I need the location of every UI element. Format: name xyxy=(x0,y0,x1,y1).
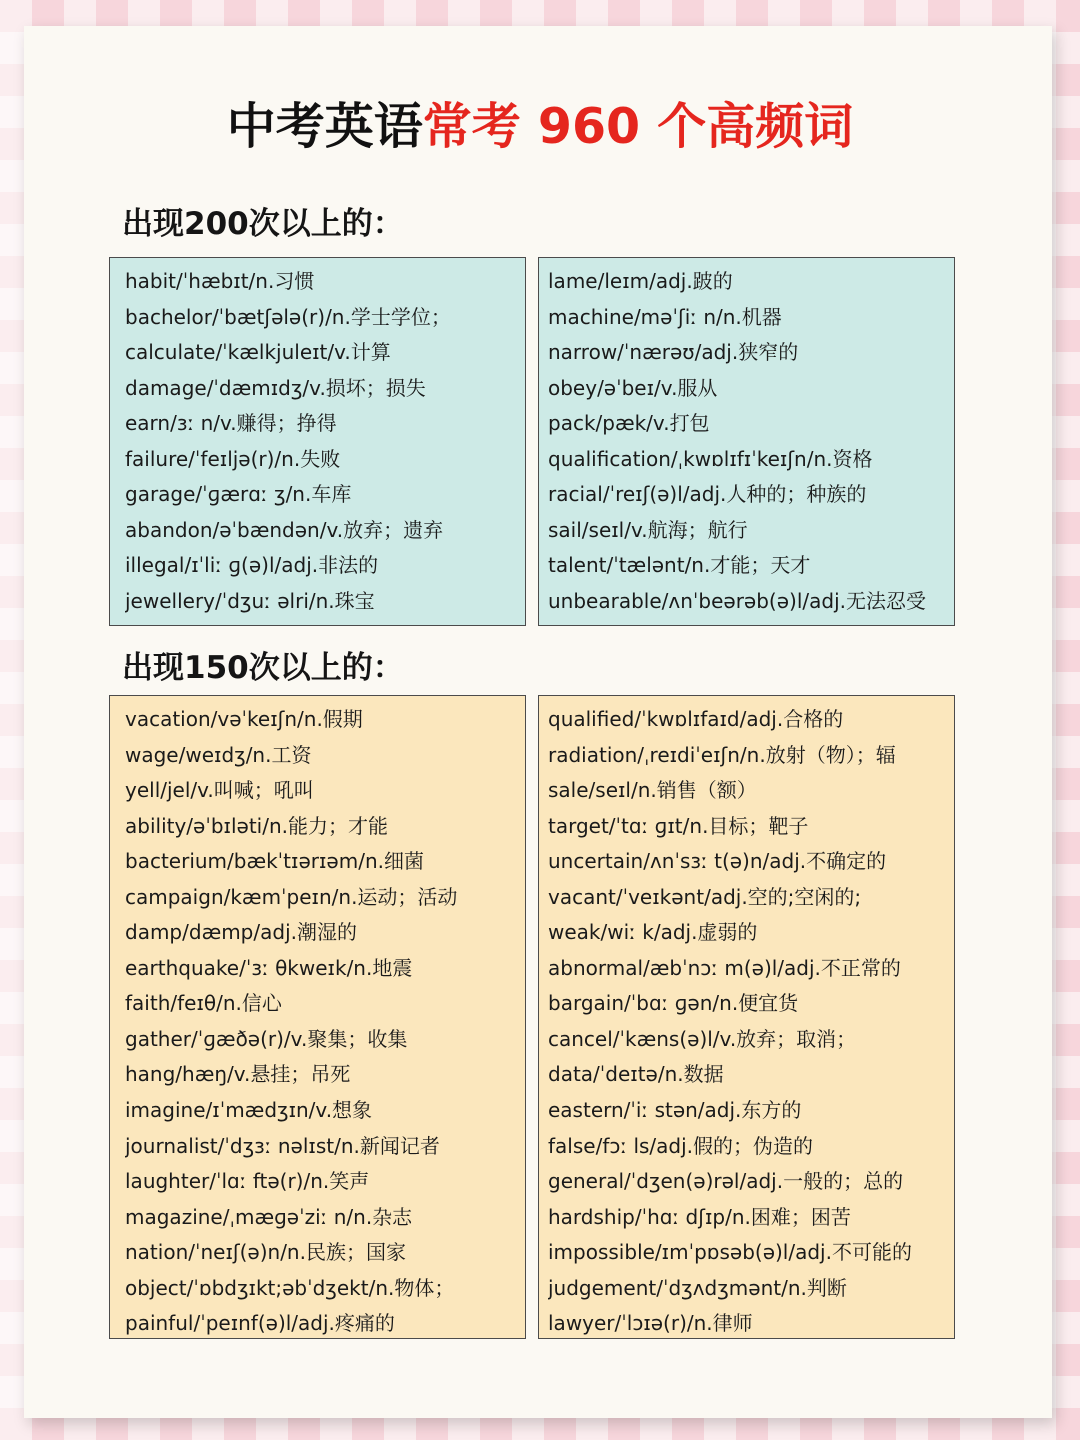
word-entry: qualified/ˈkwɒlɪfaɪd/adj.合格的 xyxy=(548,707,844,731)
page-title xyxy=(0,92,1080,162)
section1-right-list xyxy=(538,257,955,626)
word-entry: cancel/ˈkæns(ə)l/v.放弃；取消； xyxy=(548,1026,857,1051)
word-entry: illegal/ɪˈliː ɡ(ə)l/adj.非法的 xyxy=(125,553,379,577)
word-entry: wage/weɪdʒ/n.工资 xyxy=(125,742,312,767)
word-entry: imagine/ɪˈmædʒɪn/v.想象 xyxy=(125,1098,373,1123)
word-entry: target/ˈtɑː ɡɪt/n.目标；靶子 xyxy=(548,813,809,838)
word-entry: weak/wiː k/adj.虚弱的 xyxy=(548,920,758,945)
word-entry: painful/ˈpeɪnf(ə)l/adj.疼痛的 xyxy=(125,1311,395,1336)
word-entry: earn/ɜː n/v.赚得；挣得 xyxy=(125,411,337,435)
word-entry: gather/ˈɡæðə(r)/v.聚集；收集 xyxy=(125,1026,408,1051)
word-entry: uncertain/ʌnˈsɜː t(ə)n/adj.不确定的 xyxy=(548,849,887,874)
word-entry: failure/ˈfeɪljə(r)/n.失败 xyxy=(125,446,341,471)
word-entry: obey/əˈbeɪ/v.服从 xyxy=(548,375,718,400)
word-entry: judgement/ˈdʒʌdʒmənt/n.判断 xyxy=(548,1275,847,1300)
title-part-black: 中考英语 xyxy=(226,98,423,155)
word-entry: sale/seɪl/n.销售（额） xyxy=(548,778,757,803)
word-entry: earthquake/ˈɜː θkweɪk/n.地震 xyxy=(125,955,413,980)
section2-left-list xyxy=(109,695,526,1339)
word-entry: campaign/kæmˈpeɪn/n.运动；活动 xyxy=(125,884,458,909)
word-entry: data/ˈdeɪtə/n.数据 xyxy=(548,1062,724,1087)
word-entry: hang/hæŋ/v.悬挂；吊死 xyxy=(125,1062,351,1087)
word-entry: qualification/ˌkwɒlɪfɪˈkeɪʃn/n.资格 xyxy=(548,446,873,471)
word-entry: general/ˈdʒen(ə)rəl/adj.一般的；总的 xyxy=(548,1169,904,1194)
word-entry: lawyer/ˈlɔɪə(r)/n.律师 xyxy=(548,1311,753,1336)
word-entry: faith/feɪθ/n.信心 xyxy=(125,991,282,1016)
word-entry: damage/ˈdæmɪdʒ/v.损坏；损失 xyxy=(125,375,426,400)
word-entry: vacation/vəˈkeɪʃn/n.假期 xyxy=(125,707,363,731)
word-entry: habit/ˈhæbɪt/n.习惯 xyxy=(125,269,315,293)
word-entry: machine/məˈʃiː n/n.机器 xyxy=(548,304,782,329)
word-entry: ability/əˈbɪləti/n.能力；才能 xyxy=(125,813,388,838)
word-entry: radiation/ˌreɪdiˈeɪʃn/n.放射（物）；辐 xyxy=(548,742,896,767)
word-entry: talent/ˈtælənt/n.才能；天才 xyxy=(548,553,811,577)
word-entry: bachelor/ˈbætʃələ(r)/n.学士学位； xyxy=(125,304,451,329)
section1-left-list xyxy=(109,257,526,626)
word-entry: garage/ˈɡærɑː ʒ/n.车库 xyxy=(125,482,352,506)
section2-right-list xyxy=(538,695,955,1339)
word-entry: calculate/ˈkælkjuleɪt/v.计算 xyxy=(125,340,391,364)
word-entry: false/fɔː ls/adj.假的；伪造的 xyxy=(548,1133,814,1158)
word-entry: vacant/ˈveɪkənt/adj.空的;空闲的; xyxy=(548,884,862,909)
word-entry: abnormal/æbˈnɔː m(ə)l/adj.不正常的 xyxy=(548,955,901,980)
word-entry: pack/pæk/v.打包 xyxy=(548,411,710,435)
word-entry: narrow/ˈnærəʊ/adj.狭窄的 xyxy=(548,340,799,364)
word-entry: abandon/əˈbændən/v.放弃；遗弃 xyxy=(125,517,444,542)
word-entry: magazine/ˌmæɡəˈziː n/n.杂志 xyxy=(125,1204,413,1229)
word-entry: bargain/ˈbɑː ɡən/n.便宜货 xyxy=(548,991,799,1016)
word-entry: nation/ˈneɪʃ(ə)n/n.民族；国家 xyxy=(125,1240,406,1265)
word-entry: impossible/ɪmˈpɒsəb(ə)l/adj.不可能的 xyxy=(548,1240,912,1265)
section1-heading: 出现200次以上的： xyxy=(122,206,404,242)
word-entry: racial/ˈreɪʃ(ə)l/adj.人种的；种族的 xyxy=(548,482,867,506)
word-entry: sail/seɪl/v.航海；航行 xyxy=(548,517,748,542)
word-entry: eastern/ˈiː stən/adj.东方的 xyxy=(548,1098,802,1123)
word-entry: unbearable/ʌnˈbeərəb(ə)l/adj.无法忍受 xyxy=(548,588,926,613)
title-part-red: 常考 960 个高频词 xyxy=(422,98,854,155)
word-entry: laughter/ˈlɑː ftə(r)/n.笑声 xyxy=(125,1169,370,1194)
word-entry: yell/jel/v.叫喊；吼叫 xyxy=(125,778,314,803)
word-entry: bacterium/bækˈtɪərɪəm/n.细菌 xyxy=(125,849,424,874)
word-entry: journalist/ˈdʒɜː nəlɪst/n.新闻记者 xyxy=(125,1133,440,1158)
word-entry: hardship/ˈhɑː dʃɪp/n.困难；困苦 xyxy=(548,1204,851,1229)
section2-heading: 出现150次以上的： xyxy=(122,650,404,686)
word-entry: object/ˈɒbdʒɪkt;əbˈdʒekt/n.物体； xyxy=(125,1275,455,1300)
word-entry: lame/leɪm/adj.跛的 xyxy=(548,269,733,293)
word-entry: damp/dæmp/adj.潮湿的 xyxy=(125,920,357,945)
word-entry: jewellery/ˈdʒuː əlri/n.珠宝 xyxy=(125,588,375,613)
